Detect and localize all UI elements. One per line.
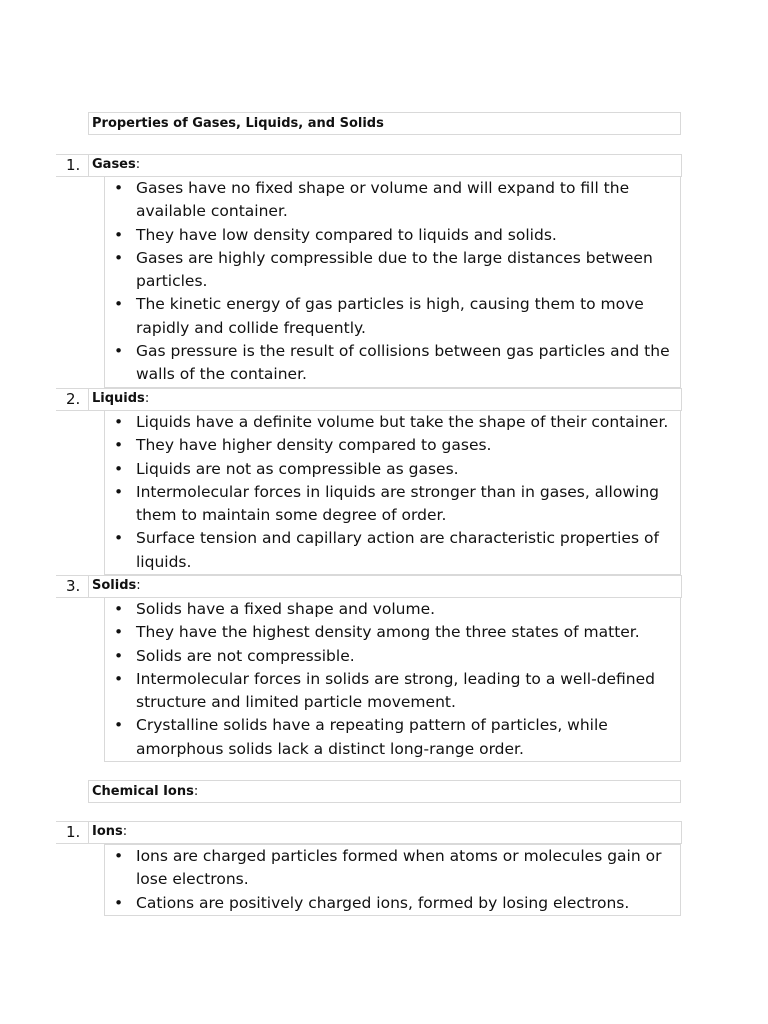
bullet-item: • They have the highest density among the three states of matter.	[105, 621, 680, 644]
bullet-item: • Gases are highly compressible due to the large distances between particles.	[114, 248, 653, 291]
item-label-cell	[88, 575, 682, 598]
bullet-item: • Cations are positively charged ions, formed by losing electrons.	[105, 892, 680, 915]
bullet-icon: •	[114, 248, 124, 267]
bullet-item: • Intermolecular forces in liquids are stronger than in gases, allowing them to maintain some degree of order.	[114, 482, 659, 525]
section-heading: Properties of Gases, Liquids, and Solids	[92, 116, 384, 131]
bullet-item: • Intermolecular forces in solids are strong, leading to a well-defined structure and limited particle movement.	[114, 669, 656, 712]
item-number: 2.	[66, 390, 81, 408]
item-number: 1.	[66, 823, 81, 841]
bullet-list-liquids	[104, 410, 681, 575]
bullet-item: • Gas pressure is the result of collisions between gas particles and the walls of the container.	[114, 342, 670, 384]
bullet-icon: •	[114, 600, 124, 618]
bullet-item: • Liquids are not as compressible as gases.	[105, 458, 680, 481]
item-number: 1.	[66, 156, 81, 174]
item-number: 3.	[66, 577, 81, 595]
bullet-item: • Surface tension and capillary action are characteristic properties of liquids.	[114, 529, 659, 571]
bullet-icon: •	[114, 459, 124, 478]
bullet-icon: •	[114, 225, 124, 244]
bullet-item: • Ions are charged particles formed when atoms or molecules gain or lose electrons.	[114, 847, 662, 889]
bullet-list-solids	[104, 597, 681, 762]
bullet-item: • Gases have no fixed shape or volume and will expand to fill the available container.	[114, 179, 630, 221]
section-heading: Chemical Ions:	[92, 784, 199, 799]
list-item-liquids	[56, 388, 681, 411]
bullet-item: • Solids have a fixed shape and volume.	[105, 598, 680, 621]
item-label: Ions:	[92, 824, 128, 839]
bullet-icon: •	[114, 295, 124, 314]
bullet-icon: •	[114, 669, 124, 688]
bullet-icon: •	[114, 482, 124, 501]
bullet-item: • Liquids have a definite volume but take the shape of their container.	[105, 411, 680, 434]
bullet-item: • They have higher density compared to gases.	[105, 434, 680, 457]
bullet-icon: •	[114, 529, 124, 548]
bullet-icon: •	[114, 342, 124, 361]
list-item-solids	[56, 575, 681, 598]
bullet-list-gases	[104, 176, 681, 388]
bullet-item: • Crystalline solids have a repeating pattern of particles, while amorphous solids lack a distinct long-range order.	[114, 716, 608, 758]
item-label: Solids:	[92, 578, 141, 593]
bullet-item: • The kinetic energy of gas particles is high, causing them to move rapidly and collide frequently.	[114, 295, 644, 337]
section-heading-box	[88, 112, 681, 135]
bullet-icon: •	[114, 413, 124, 431]
bullet-icon: •	[114, 716, 124, 735]
bullet-item: • Solids are not compressible.	[105, 645, 680, 668]
section-heading-box	[88, 780, 681, 803]
bullet-icon: •	[114, 436, 124, 455]
bullet-icon: •	[114, 646, 124, 665]
bullet-icon: •	[114, 847, 124, 865]
bullet-item: • They have low density compared to liquids and solids.	[105, 224, 680, 247]
bullet-icon: •	[114, 623, 124, 642]
item-label-cell	[88, 388, 682, 411]
bullet-list-ions	[104, 844, 681, 916]
item-label-cell	[88, 821, 682, 844]
list-item-ions	[56, 821, 681, 844]
item-label: Gases:	[92, 157, 141, 172]
bullet-icon: •	[114, 893, 124, 912]
item-label-cell	[88, 154, 682, 177]
list-item-gases	[56, 154, 681, 177]
item-label: Liquids:	[92, 391, 150, 406]
bullet-icon: •	[114, 179, 124, 197]
